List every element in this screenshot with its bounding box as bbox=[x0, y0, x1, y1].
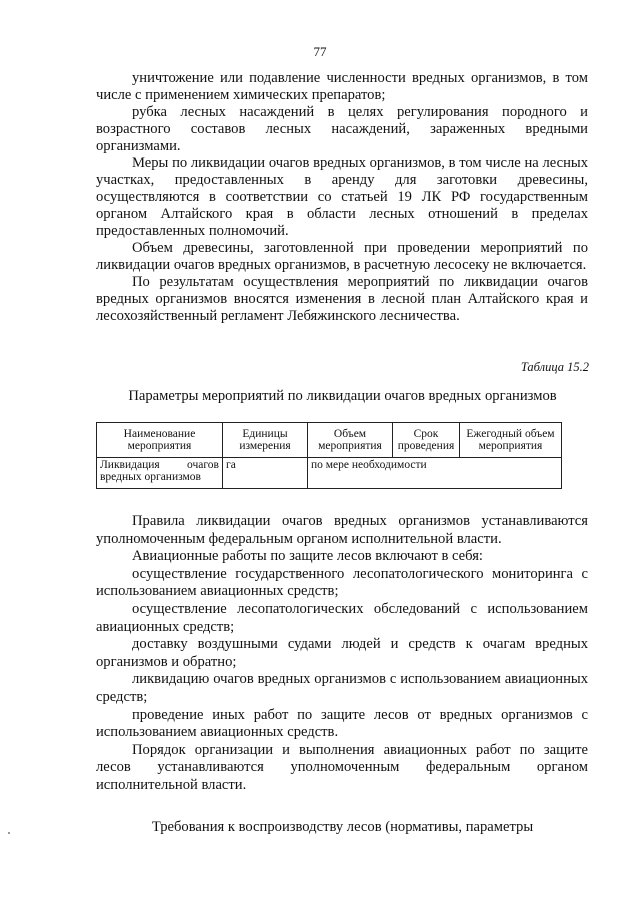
bottom-text bbox=[96, 513, 588, 795]
table-title: Параметры мероприятий по ликвидации очагов вредных организмов bbox=[128, 388, 557, 404]
paragraph: осуществление государственного лесопатологического мониторинга с использованием авиационных средств; bbox=[96, 565, 588, 600]
paragraph: осуществление лесопатологических обследований с использованием авиационных средств; bbox=[96, 600, 588, 635]
paragraph: уничтожение или подавление численности вредных организмов, в том числе с применением химических препаратов; bbox=[96, 70, 588, 103]
paragraph: рубка лесных насаждений в целях регулирования породного и возрастного составов лесных насаждений, зараженных вредными организмами. bbox=[96, 104, 588, 154]
header-cell: Ежегодный объем мероприятия bbox=[460, 423, 562, 458]
header-cell: Срок проведения bbox=[393, 423, 460, 458]
paragraph: доставку воздушными судами людей и средств к очагам вредных организмов и обратно; bbox=[96, 636, 588, 670]
header-cell: Единицы измерения bbox=[223, 423, 308, 458]
table-label: Таблица 15.2 bbox=[520, 360, 589, 374]
header-cell: Объем мероприятия bbox=[308, 423, 393, 458]
table-header-row bbox=[97, 423, 562, 458]
header-cell: Наименование мероприятия bbox=[97, 423, 223, 458]
section-heading: Требования к воспроизводству лесов (нормативы, параметры bbox=[151, 819, 534, 835]
paragraph: проведение иных работ по защите лесов от вредных организмов с использованием авиационных средств. bbox=[96, 706, 588, 741]
table-row bbox=[97, 458, 562, 489]
measures-table bbox=[96, 422, 562, 489]
paragraph: Порядок организации и выполнения авиационных работ по защите лесов устанавливаются уполномоченным федеральным органом исполнительной власти. bbox=[96, 741, 588, 793]
top-text bbox=[96, 70, 588, 325]
paragraph: Авиационные работы по защите лесов включают в себя: bbox=[132, 548, 483, 565]
paragraph: По результатам осуществления мероприятий по ликвидации очагов вредных организмов вносятся изменения в лесной план Алтайского края и лесохозяйственный регламент Лебяжинского лесничества. bbox=[96, 274, 588, 324]
table-cell-name: Ликвидация очагов вредных организмов bbox=[97, 458, 223, 489]
paragraph: ликвидацию очагов вредных организмов с использованием авиационных средств; bbox=[96, 671, 588, 705]
page-number: 77 bbox=[313, 44, 327, 59]
paragraph: Правила ликвидации очагов вредных организмов устанавливаются уполномоченным федеральным органом исполнительной власти. bbox=[96, 513, 588, 547]
scan-speck bbox=[8, 832, 10, 834]
table-cell-unit: га bbox=[223, 458, 308, 489]
paragraph: Объем древесины, заготовленной при проведении мероприятий по ликвидации очагов вредных организмов, в расчетную лесосеку не включается. bbox=[96, 240, 588, 273]
paragraph: Меры по ликвидации очагов вредных организмов, в том числе на лесных участках, предоставленных в аренду для заготовки древесины, осуществляются в соответствии со статьей 19 ЛК РФ государственным органом Алтайского края в области лесных отношений в пределах предоставленных полномочий. bbox=[96, 155, 588, 239]
table-cell-merged: по мере необходимости bbox=[308, 458, 562, 489]
